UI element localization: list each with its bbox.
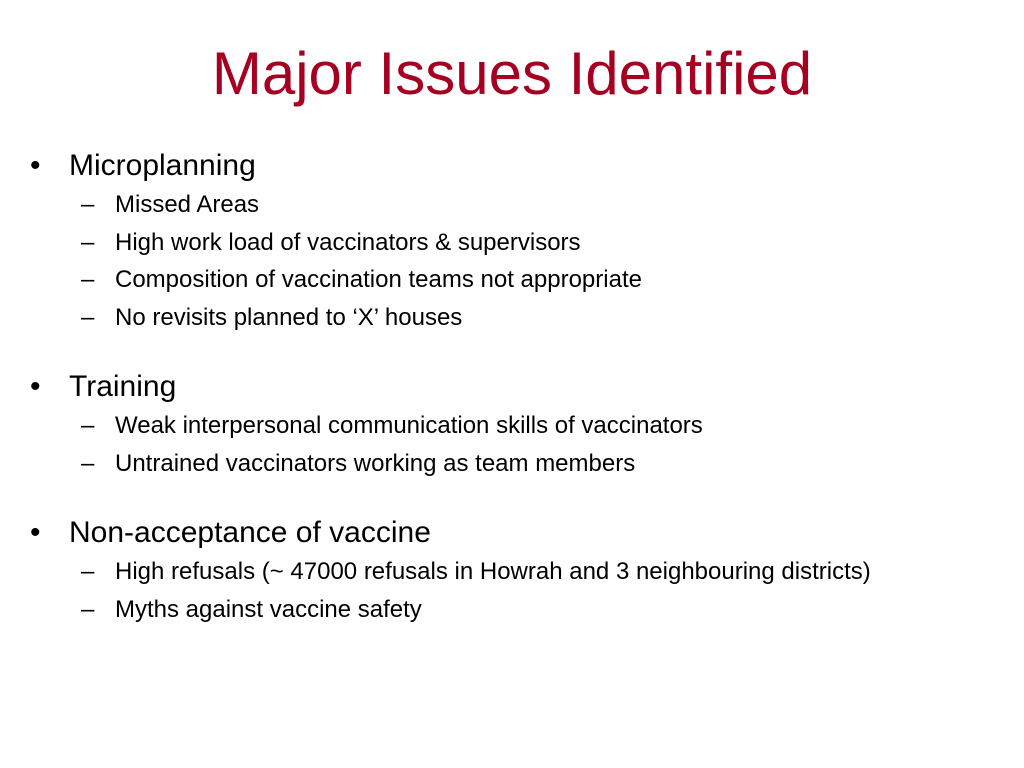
- sub-item-text: High refusals (~ 47000 refusals in Howrah and 3 neighbouring districts): [115, 558, 871, 585]
- dash-icon: –: [81, 412, 95, 439]
- bullet-icon: •: [30, 516, 41, 549]
- slide-title: Major Issues Identified: [211, 40, 813, 107]
- bullet-text: Training: [69, 370, 177, 403]
- dash-icon: –: [81, 303, 95, 331]
- section-microplanning: [30, 146, 1020, 336]
- dash-icon: –: [81, 266, 95, 293]
- bullet-icon: •: [30, 149, 41, 182]
- sub-item-text: High work load of vaccinators & supervisors: [115, 228, 581, 256]
- sub-item: [30, 224, 1020, 262]
- sub-item: [30, 299, 1020, 337]
- dash-icon: –: [81, 449, 95, 477]
- sub-item-text: Composition of vaccination teams not appropriate: [115, 266, 642, 293]
- slide-content: [30, 146, 1020, 659]
- dash-icon: –: [81, 228, 95, 256]
- sub-item-text: Weak interpersonal communication skills of vaccinators: [115, 412, 703, 439]
- dash-icon: –: [81, 595, 95, 623]
- bullet-text: Microplanning: [69, 149, 256, 182]
- sub-item-text: Untrained vaccinators working as team members: [115, 449, 636, 477]
- sub-item: [30, 186, 1020, 224]
- bullet-item: [30, 367, 1020, 407]
- bullet-item: [30, 146, 1020, 186]
- sub-item: [30, 261, 1020, 299]
- section-non-acceptance: [30, 513, 1020, 628]
- dash-icon: –: [81, 191, 95, 218]
- bullet-text: Non-acceptance of vaccine: [69, 516, 431, 549]
- sub-item-text: No revisits planned to ‘X’ houses: [115, 303, 463, 331]
- sub-item-text: Missed Areas: [115, 191, 260, 218]
- section-training: [30, 367, 1020, 482]
- sub-item-text: Myths against vaccine safety: [115, 595, 422, 623]
- dash-icon: –: [81, 558, 95, 585]
- bullet-item: [30, 513, 1020, 553]
- bullet-icon: •: [30, 370, 41, 403]
- sub-item: [30, 591, 1020, 629]
- sub-item: [30, 407, 1020, 445]
- sub-item: [30, 445, 1020, 483]
- sub-item: [30, 553, 1020, 591]
